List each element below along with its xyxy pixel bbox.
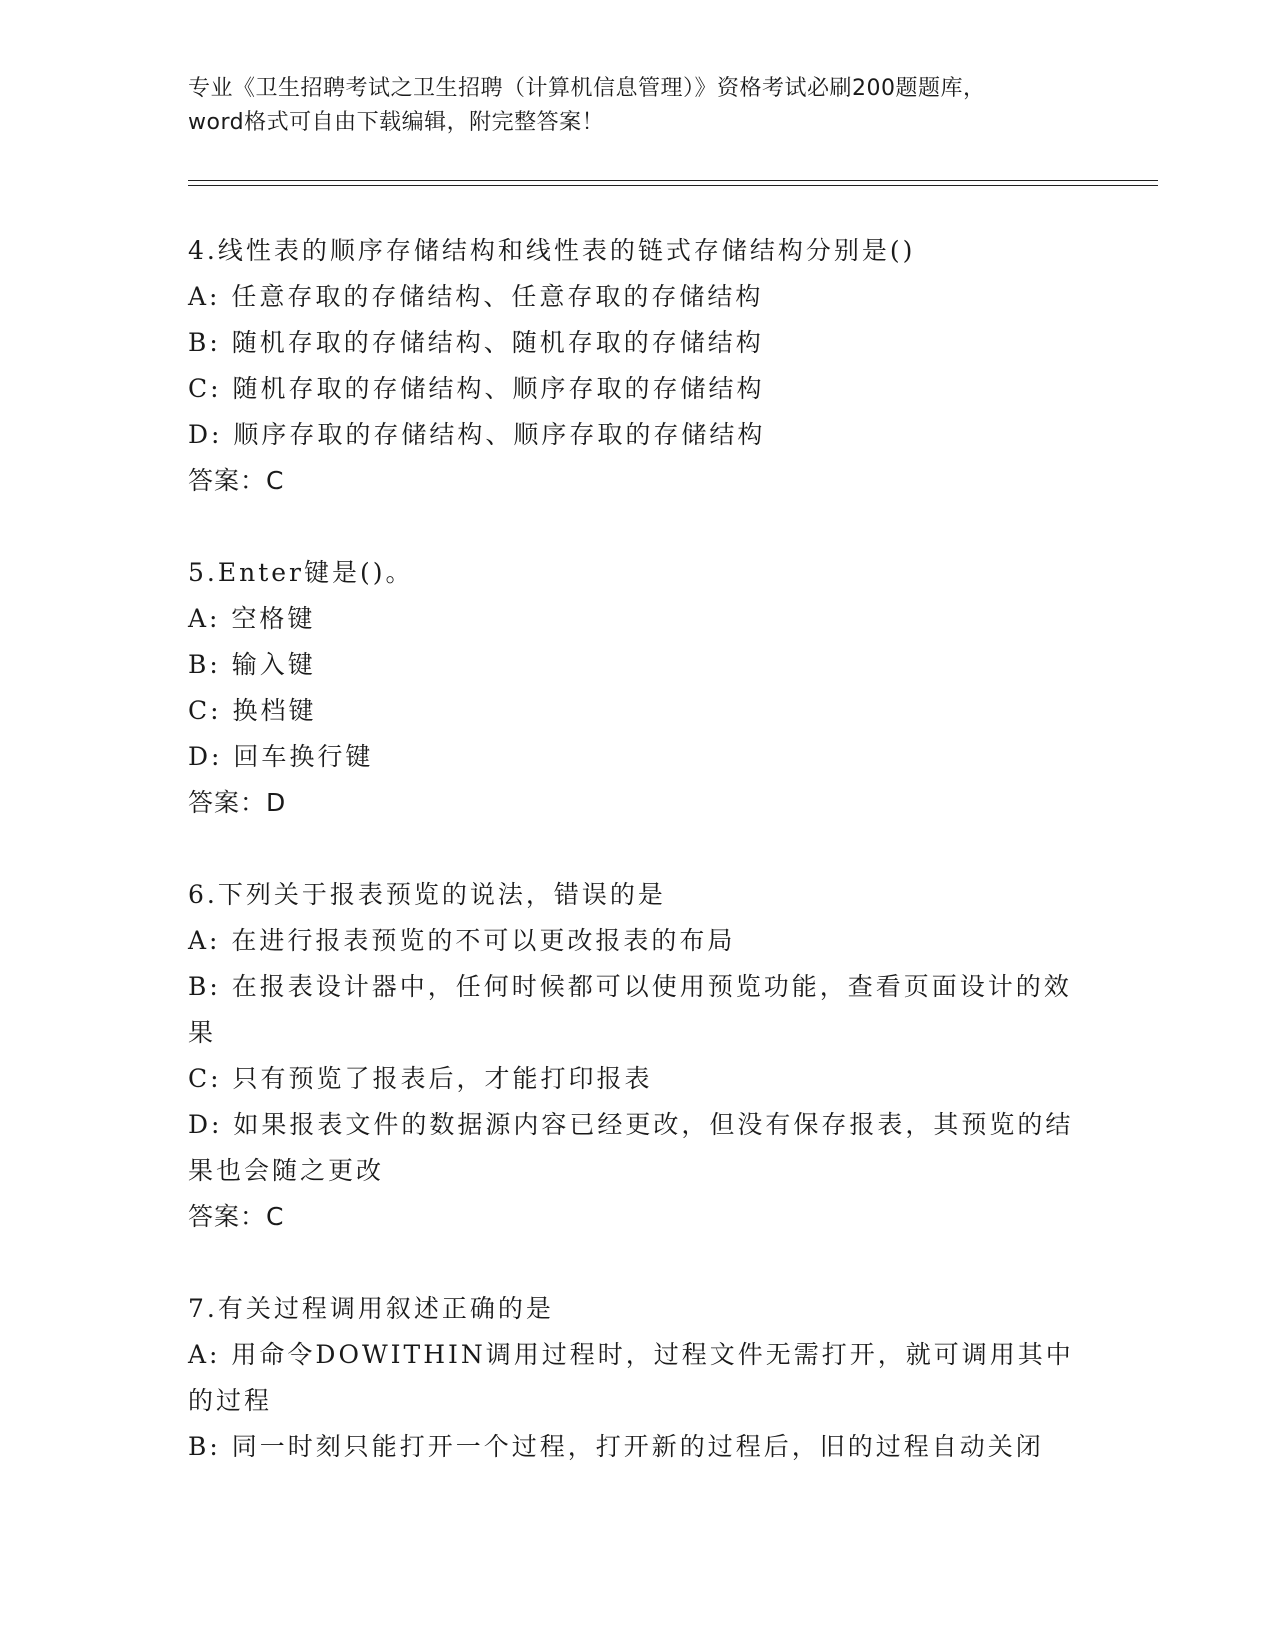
header-line-2: word格式可自由下载编辑，附完整答案！	[188, 110, 605, 135]
question-6	[188, 872, 1088, 1240]
question-list	[188, 228, 1088, 1516]
answer: 答案：C	[188, 466, 285, 495]
option-c: C: 只有预览了报表后，才能打印报表	[188, 1064, 653, 1093]
question-stem: 5.Enter键是()。	[188, 558, 414, 587]
option-d: D: 顺序存取的存储结构、顺序存取的存储结构	[188, 420, 766, 449]
header-line-1: 专业《卫生招聘考试之卫生招聘（计算机信息管理）》资格考试必刷200题题库，	[188, 76, 986, 101]
option-a: A: 用命令DOWITHIN调用过程时，过程文件无需打开，就可调用其中的过程	[188, 1340, 1074, 1415]
option-a: A: 空格键	[188, 604, 316, 633]
answer: 答案：D	[188, 788, 287, 817]
option-d: D: 如果报表文件的数据源内容已经更改，但没有保存报表，其预览的结果也会随之更改	[188, 1110, 1074, 1185]
header-rule-top	[188, 180, 1158, 181]
option-b: B: 随机存取的存储结构、随机存取的存储结构	[188, 328, 764, 357]
header-rule-bottom	[188, 185, 1158, 186]
option-b: B: 输入键	[188, 650, 316, 679]
answer: 答案：C	[188, 1202, 285, 1231]
option-c: C: 随机存取的存储结构、顺序存取的存储结构	[188, 374, 765, 403]
option-b: B: 同一时刻只能打开一个过程，打开新的过程后，旧的过程自动关闭	[188, 1432, 1044, 1461]
option-d: D: 回车换行键	[188, 742, 374, 771]
document-header	[188, 72, 1088, 140]
question-stem: 6.下列关于报表预览的说法，错误的是	[188, 880, 666, 909]
question-4	[188, 228, 1088, 504]
question-stem: 4.线性表的顺序存储结构和线性表的链式存储结构分别是()	[188, 236, 916, 265]
question-7	[188, 1286, 1088, 1470]
option-a: A: 在进行报表预览的不可以更改报表的布局	[188, 926, 736, 955]
option-b: B: 在报表设计器中，任何时候都可以使用预览功能，查看页面设计的效果	[188, 972, 1072, 1047]
question-stem: 7.有关过程调用叙述正确的是	[188, 1294, 554, 1323]
option-a: A: 任意存取的存储结构、任意存取的存储结构	[188, 282, 764, 311]
question-5	[188, 550, 1088, 826]
option-c: C: 换档键	[188, 696, 317, 725]
